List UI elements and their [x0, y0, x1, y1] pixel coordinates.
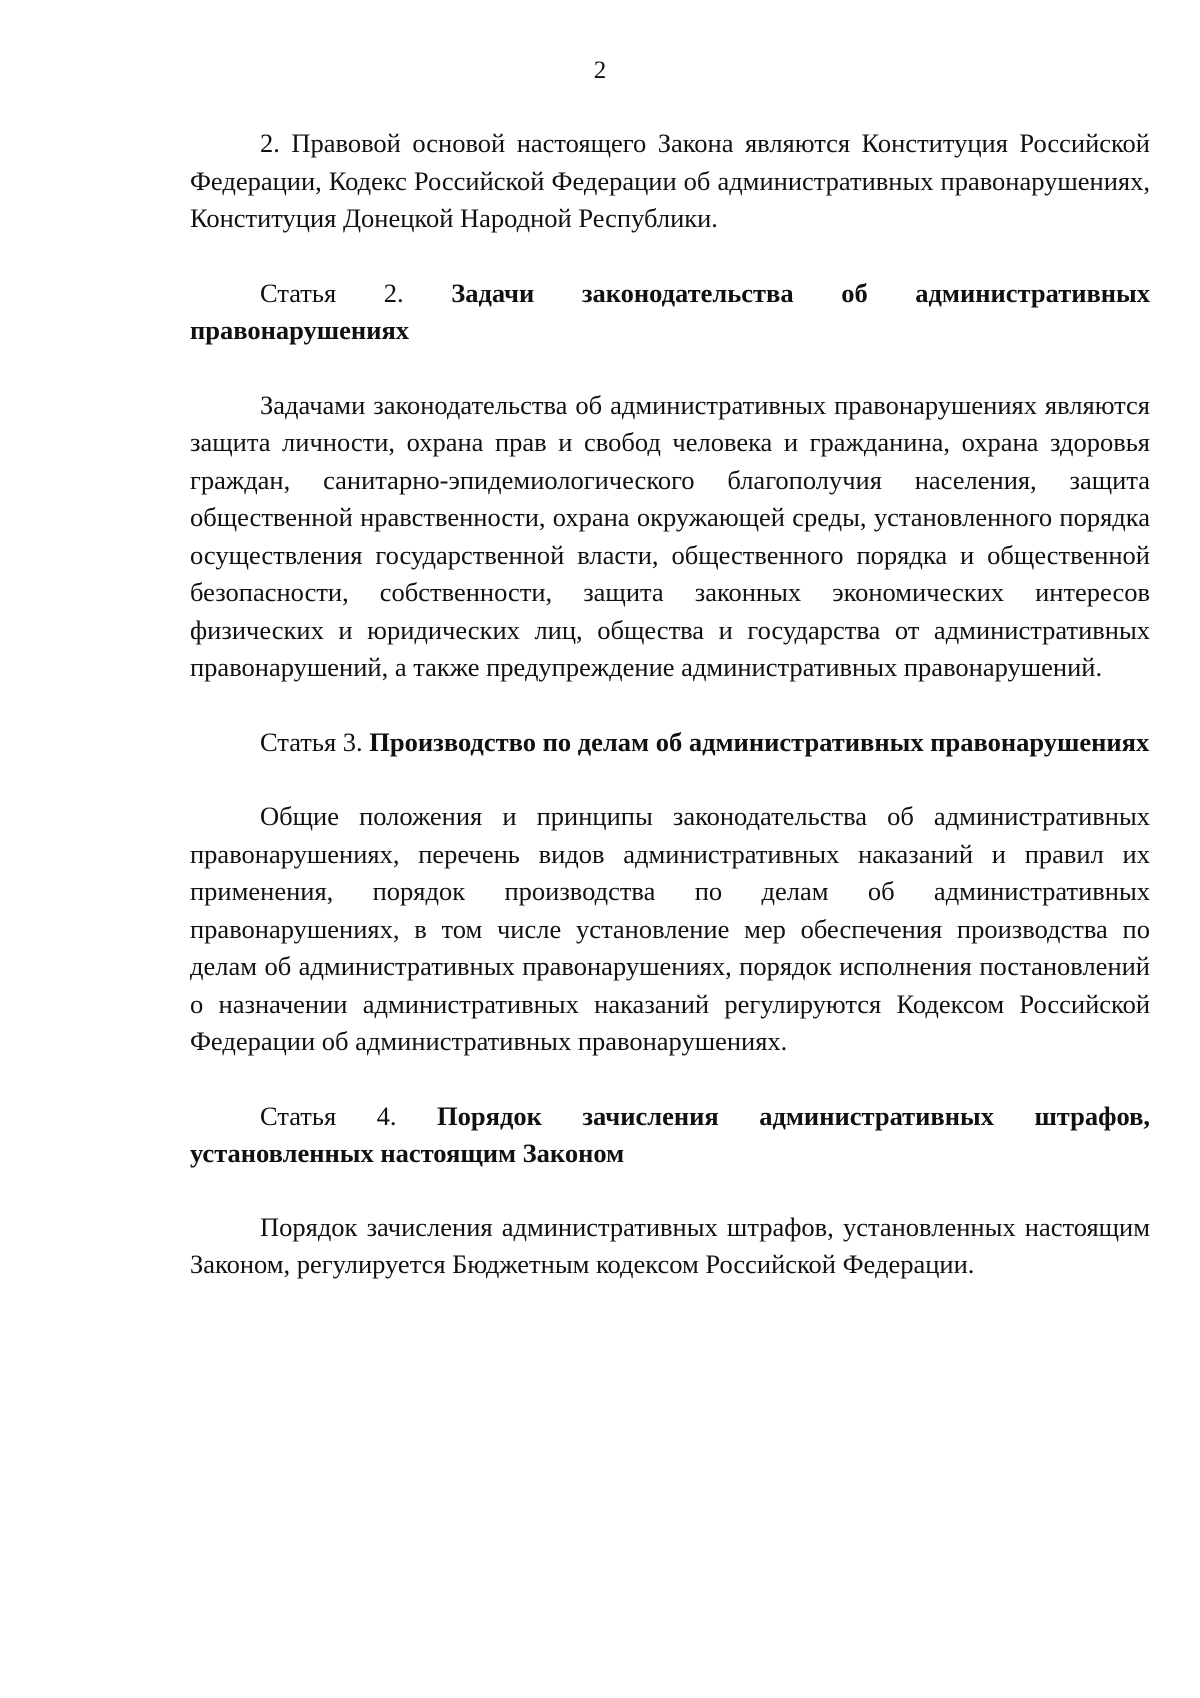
article-3-heading [190, 724, 1150, 762]
article-4-number: Статья 4. [260, 1100, 397, 1131]
article-3-number: Статья 3. [260, 726, 363, 757]
article-2-text: Задачами законодательства об административных правонарушениях являются защита личности, охрана прав и свобод человека и гражданина, охрана здоровья граждан, санитарно-эпидемиологического благополучия населения, защита общественной нравственности, охрана окружающей среды, установленного порядка осуществления государственной власти, общественного порядка и общественной безопасности, собственности, защита законных экономических интересов физических и юридических лиц, общества и государства от административных правонарушений, а также предупреждение административных правонарушений. [190, 389, 1150, 682]
article-2-number: Статья 2. [260, 277, 404, 308]
article-3-title: Производство по делам об административных правонарушениях [369, 726, 1150, 757]
article-4-heading [190, 1098, 1150, 1173]
article-4-title: Порядок зачисления административных штрафов, установленных настоящим Законом [190, 1100, 1150, 1168]
document-body [190, 125, 1150, 1284]
article-3-text: Общие положения и принципы законодательства об административных правонарушениях, перечень видов административных наказаний и правил их применения, порядок производства по делам об административных правонарушениях, в том числе установление мер обеспечения производства по делам об административных правонарушениях, порядок исполнения постановлений о назначении административных наказаний регулируются Кодексом Российской Федерации об административных правонарушениях. [190, 801, 1150, 1056]
article-4-text: Порядок зачисления административных штрафов, установленных настоящим Законом, регулируется Бюджетным кодексом Российской Федерации. [190, 1211, 1150, 1279]
article-2-title: Задачи законодательства об административных правонарушениях [190, 277, 1150, 345]
article-2-heading [190, 275, 1150, 350]
page-number: 2 [593, 57, 607, 84]
paragraph-legal-basis: 2. Правовой основой настоящего Закона являются Конституция Российской Федерации, Кодекс Российской Федерации об административных правонарушениях, Конституция Донецкой Народной Республики. [190, 128, 1150, 233]
